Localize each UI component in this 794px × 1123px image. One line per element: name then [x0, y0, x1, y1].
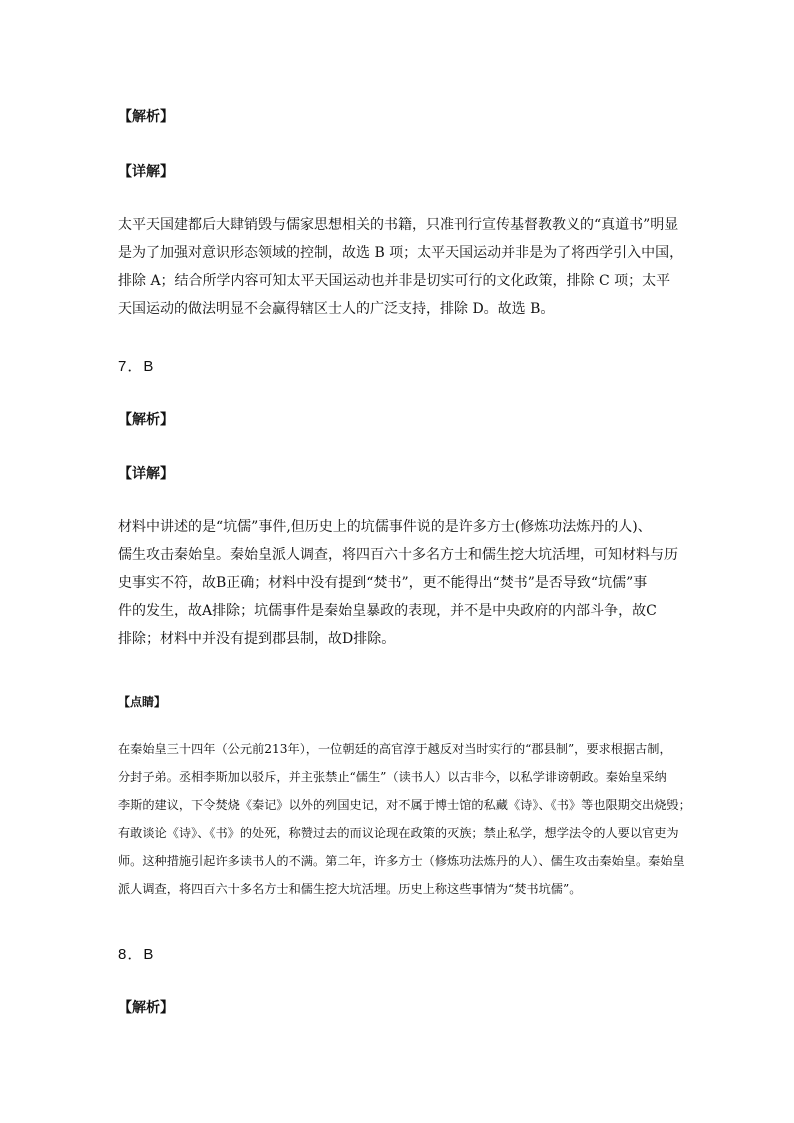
paragraph-line: 师。这种措施引起许多读书人的不满。第二年，许多方士（修炼功法炼丹的人）、儒生攻击秦始皇。秦始皇	[118, 854, 685, 868]
paragraph-line: 有敢谈论《诗》、《书》的处死，称赞过去的而议论现在政策的灭族；禁止私学，想学法令的人要以官吏为	[118, 826, 679, 840]
paragraph-line: 史事实不符，故B正确；材料中没有提到“焚书”，更不能得出“焚书”是否导致“坑儒”事	[118, 575, 648, 591]
q7-detail-heading: 【详解】	[118, 466, 174, 482]
q7-tip-paragraph	[118, 735, 691, 903]
paragraph-line: 件的发生，故A排除；坑儒事件是秦始皇暴政的表现，并不是中央政府的内部斗争，故C	[118, 603, 657, 619]
q6-analysis-heading: 【解析】	[118, 109, 174, 125]
paragraph-line: 在秦始皇三十四年（公元前213年），一位朝廷的高官淳于越反对当时实行的“郡县制”，要求根据古制，	[118, 742, 672, 756]
q8-answer-number: 8．B	[118, 946, 155, 963]
paragraph-line: 排除 A；结合所学内容可知太平天国运动也并非是切实可行的文化政策，排除 C 项；太平	[118, 273, 671, 289]
paragraph-line: 太平天国建都后大肆销毁与儒家思想相关的书籍，只准刊行宣传基督教教义的“真道书”明显	[118, 217, 679, 233]
q7-answer-number: 7．B	[118, 358, 155, 375]
q7-detail-paragraph	[118, 513, 678, 653]
paragraph-line: 材料中讲述的是“坑儒”事件,但历史上的坑儒事件说的是许多方士(修炼功法炼丹的人)、	[118, 519, 652, 535]
paragraph-line: 李斯的建议，下令焚烧《秦记》以外的列国史记，对不属于博士馆的私藏《诗》、《书》等也限期交出烧毁；	[118, 798, 691, 812]
paragraph-line: 儒生攻击秦始皇。秦始皇派人调查，将四百六十多名方士和儒生挖大坑活埋，可知材料与历	[118, 547, 678, 563]
paragraph-line: 排除；材料中并没有提到郡县制，故D排除。	[118, 631, 396, 647]
paragraph-line: 分封子弟。丞相李斯加以驳斥，并主张禁止“儒生”（读书人）以古非今，以私学诽谤朝政。秦始皇采纳	[118, 770, 667, 784]
paragraph-line: 派人调查，将四百六十多名方士和儒生挖大坑活埋。历史上称这些事情为“焚书坑儒”。	[118, 882, 582, 896]
q7-tip-heading: 【点睛】	[118, 695, 167, 709]
paragraph-line: 是为了加强对意识形态领域的控制，故选 B 项；太平天国运动并非是为了将西学引入中国，	[118, 245, 684, 261]
q8-analysis-heading: 【解析】	[118, 1000, 174, 1016]
q7-analysis-heading: 【解析】	[118, 412, 174, 428]
paragraph-line: 天国运动的做法明显不会赢得辖区士人的广泛支持，排除 D。故选 B。	[118, 301, 555, 317]
q6-detail-paragraph	[118, 211, 684, 323]
q6-detail-heading: 【详解】	[118, 164, 174, 180]
